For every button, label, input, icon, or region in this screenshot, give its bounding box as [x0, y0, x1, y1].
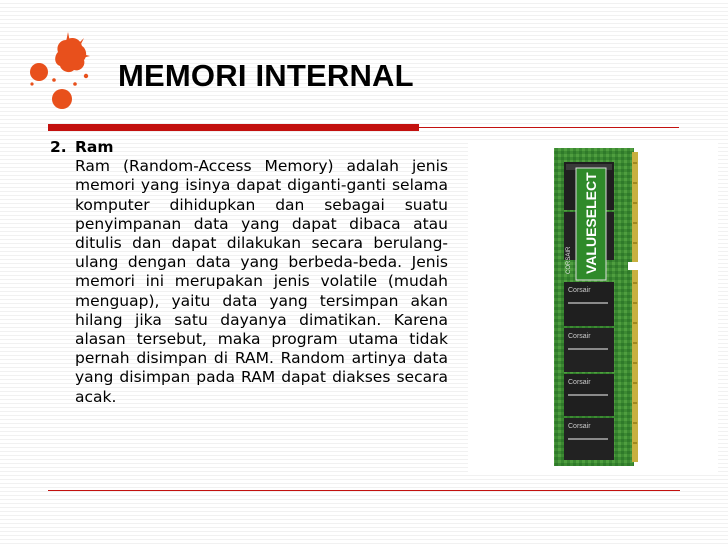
content-block: [50, 138, 448, 407]
chip-label: Corsair: [568, 287, 591, 294]
title-underline-thin: [419, 127, 679, 128]
chip-label: Corsair: [568, 379, 591, 386]
slide-title: MEMORI INTERNAL: [118, 58, 414, 93]
item-heading: [50, 138, 448, 157]
footer-rule: [48, 490, 680, 491]
paint-splatter-icon: [26, 28, 98, 110]
item-heading-text: Ram: [75, 138, 114, 156]
ram-module-image: [468, 142, 718, 472]
item-body: Ram (Random-Access Memory) adalah jenis memori yang isinya dapat diganti-ganti selama komputer dihidupkan dan sebagai suatu penyimpanan data yang dapat dibaca atau ditulis dan dapat dilakukan secara berulang-ulang dengan data yang berbeda-beda. Jenis memori ini merupakan jenis volatile (mudah menguap), yaitu data yang tersimpan akan hilang jika satu dayanya dimatikan. Karena alasan tersebut, maka program utama tidak pernah disimpan di RAM. Random artinya data yang disimpan pada RAM dapat diakses secara acak.: [75, 157, 448, 406]
chip-label: Corsair: [568, 333, 591, 340]
ram-brand-text: CORSAIR: [566, 246, 572, 274]
chip-label: Corsair: [568, 423, 591, 430]
item-number: 2.: [50, 138, 67, 156]
title-underline-thick: [48, 124, 419, 131]
ram-label-text: VALUESELECT: [583, 172, 599, 274]
